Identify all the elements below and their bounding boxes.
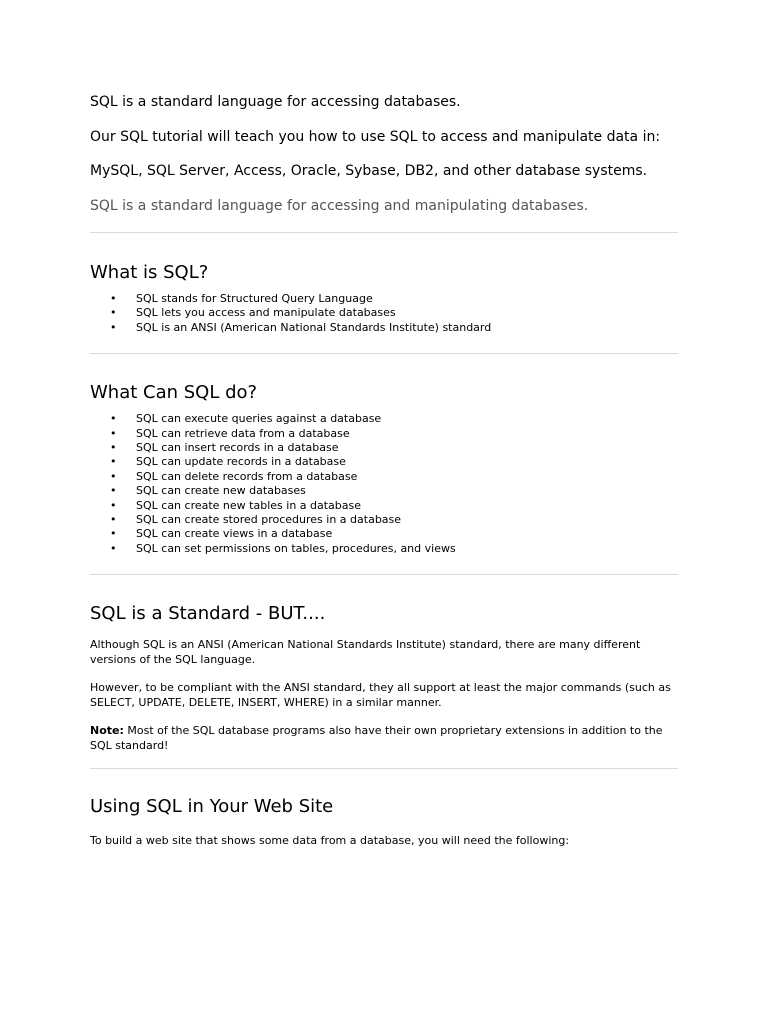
heading-sql-standard: SQL is a Standard - BUT.... [90, 603, 326, 625]
intro-line-3: MySQL, SQL Server, Access, Oracle, Sybase, DB2, and other database systems. [90, 163, 648, 179]
intro-line-1: SQL is a standard language for accessing databases. [90, 94, 461, 110]
what-is-sql-list [90, 292, 678, 335]
list-item: • SQL can retrieve data from a database [90, 427, 678, 441]
section-divider [90, 353, 678, 354]
list-item: • SQL is an ANSI (American National Standards Institute) standard [90, 321, 678, 335]
list-item: • SQL can set permissions on tables, procedures, and views [90, 542, 678, 556]
note-text: Most of the SQL database programs also have their own proprietary extensions in addition to the SQL standard! [90, 724, 663, 753]
section-divider [90, 768, 678, 769]
web-site-paragraph-1: To build a web site that shows some data from a database, you will need the following: [90, 834, 570, 848]
intro-lead: SQL is a standard language for accessing and manipulating databases. [90, 198, 589, 214]
list-item: • SQL can insert records in a database [90, 441, 678, 455]
heading-using-sql-web-site: Using SQL in Your Web Site [90, 796, 334, 818]
standard-note [90, 723, 678, 753]
list-item: • SQL can delete records from a database [90, 470, 678, 484]
heading-what-is-sql: What is SQL? [90, 262, 209, 283]
note-label: Note: [90, 724, 124, 738]
list-item: • SQL can execute queries against a database [90, 412, 678, 426]
list-item: • SQL can update records in a database [90, 455, 678, 469]
list-item: • SQL lets you access and manipulate databases [90, 306, 678, 320]
list-item: • SQL can create new tables in a database [90, 499, 678, 513]
list-item: • SQL can create views in a database [90, 527, 678, 541]
section-divider [90, 574, 678, 575]
list-item: • SQL stands for Structured Query Language [90, 292, 678, 306]
list-item: • SQL can create new databases [90, 484, 678, 498]
what-can-sql-do-list [90, 412, 678, 556]
standard-paragraph-2: However, to be compliant with the ANSI standard, they all support at least the major commands (such as SELECT, UPDATE, DELETE, INSERT, WHERE) in a similar manner. [90, 681, 671, 710]
intro-line-2: Our SQL tutorial will teach you how to use SQL to access and manipulate data in: [90, 129, 661, 145]
document-content [90, 93, 678, 848]
list-item: • SQL can create stored procedures in a database [90, 513, 678, 527]
standard-paragraph-1: Although SQL is an ANSI (American National Standards Institute) standard, there are many different versions of the SQL language. [90, 638, 641, 667]
heading-what-can-sql-do: What Can SQL do? [90, 382, 258, 404]
section-divider [90, 232, 678, 233]
